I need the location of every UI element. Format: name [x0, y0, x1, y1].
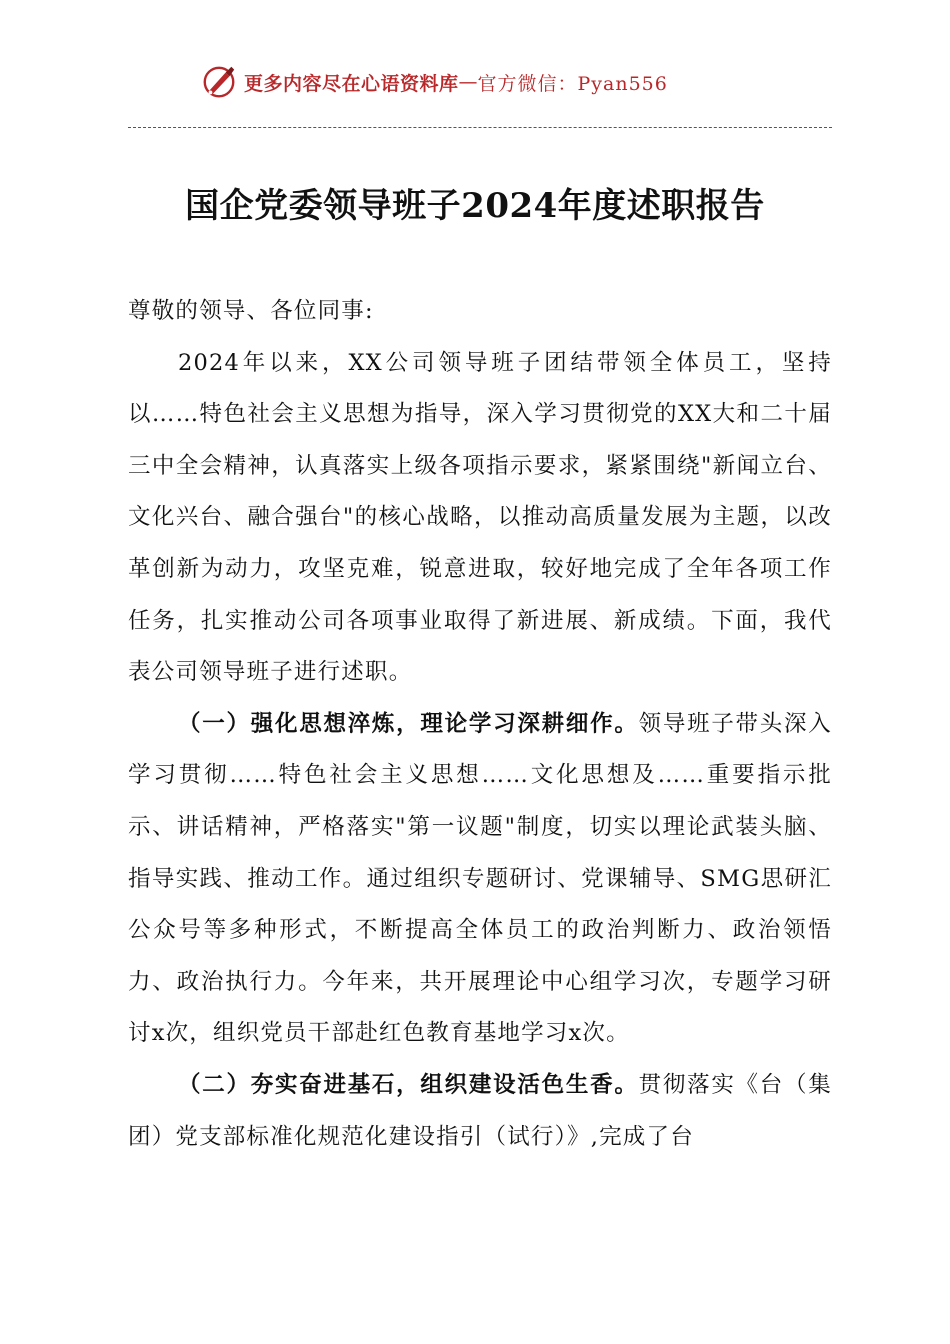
header-divider — [128, 127, 832, 128]
document-body — [128, 286, 832, 1163]
section-text: 贯彻落实《台（集团）党支部标准化规范化建设指引（试行）》,完成了台 — [128, 1071, 832, 1150]
document-title: 国企党委领导班子2024年度述职报告 — [185, 186, 765, 226]
salutation: 尊敬的领导、各位同事: — [128, 298, 374, 324]
header-wechat-text: 官方微信：Pyan556 — [477, 72, 668, 95]
section-heading: （二）夯实奋进基石，组织建设活色生香。 — [178, 1071, 639, 1098]
header-dash: — — [458, 71, 478, 93]
section-paragraph — [128, 699, 832, 1060]
pen-nib-logo-icon — [200, 63, 238, 101]
page-header — [200, 62, 668, 102]
header-brand-text: 更多内容尽在心语资料库 — [244, 72, 459, 95]
intro-paragraph: 2024年以来，XX公司领导班子团结带领全体员工，坚持以……特色社会主义思想为指导，深入学习贯彻党的XX大和二十届三中全会精神，认真落实上级各项指示要求，紧紧围绕"新闻立台、文化兴台、融合强台"的核心战略，以推动高质量发展为主题，以改革创新为动力，攻坚克难，锐意进取，较好地完成了全年各项工作任务，扎实推动公司各项事业取得了新进展、新成绩。下面，我代表公司领导班子进行述职。 — [128, 349, 832, 686]
section-text: 领导班子带头深入学习贯彻……特色社会主义思想……文化思想及……重要指示批示、讲话精神，严格落实"第一议题"制度，切实以理论武装头脑、指导实践、推动工作。通过组织专题研讨、党课辅导、SMG思研汇公众号等多种形式，不断提高全体员工的政治判断力、政治领悟力、政治执行力。今年来，共开展理论中心组学习次，专题学习研讨x次，组织党员干部赴红色教育基地学习x次。 — [128, 710, 832, 1047]
section-paragraph — [128, 1060, 832, 1163]
section-heading: （一）强化思想淬炼，理论学习深耕细作。 — [178, 710, 639, 737]
